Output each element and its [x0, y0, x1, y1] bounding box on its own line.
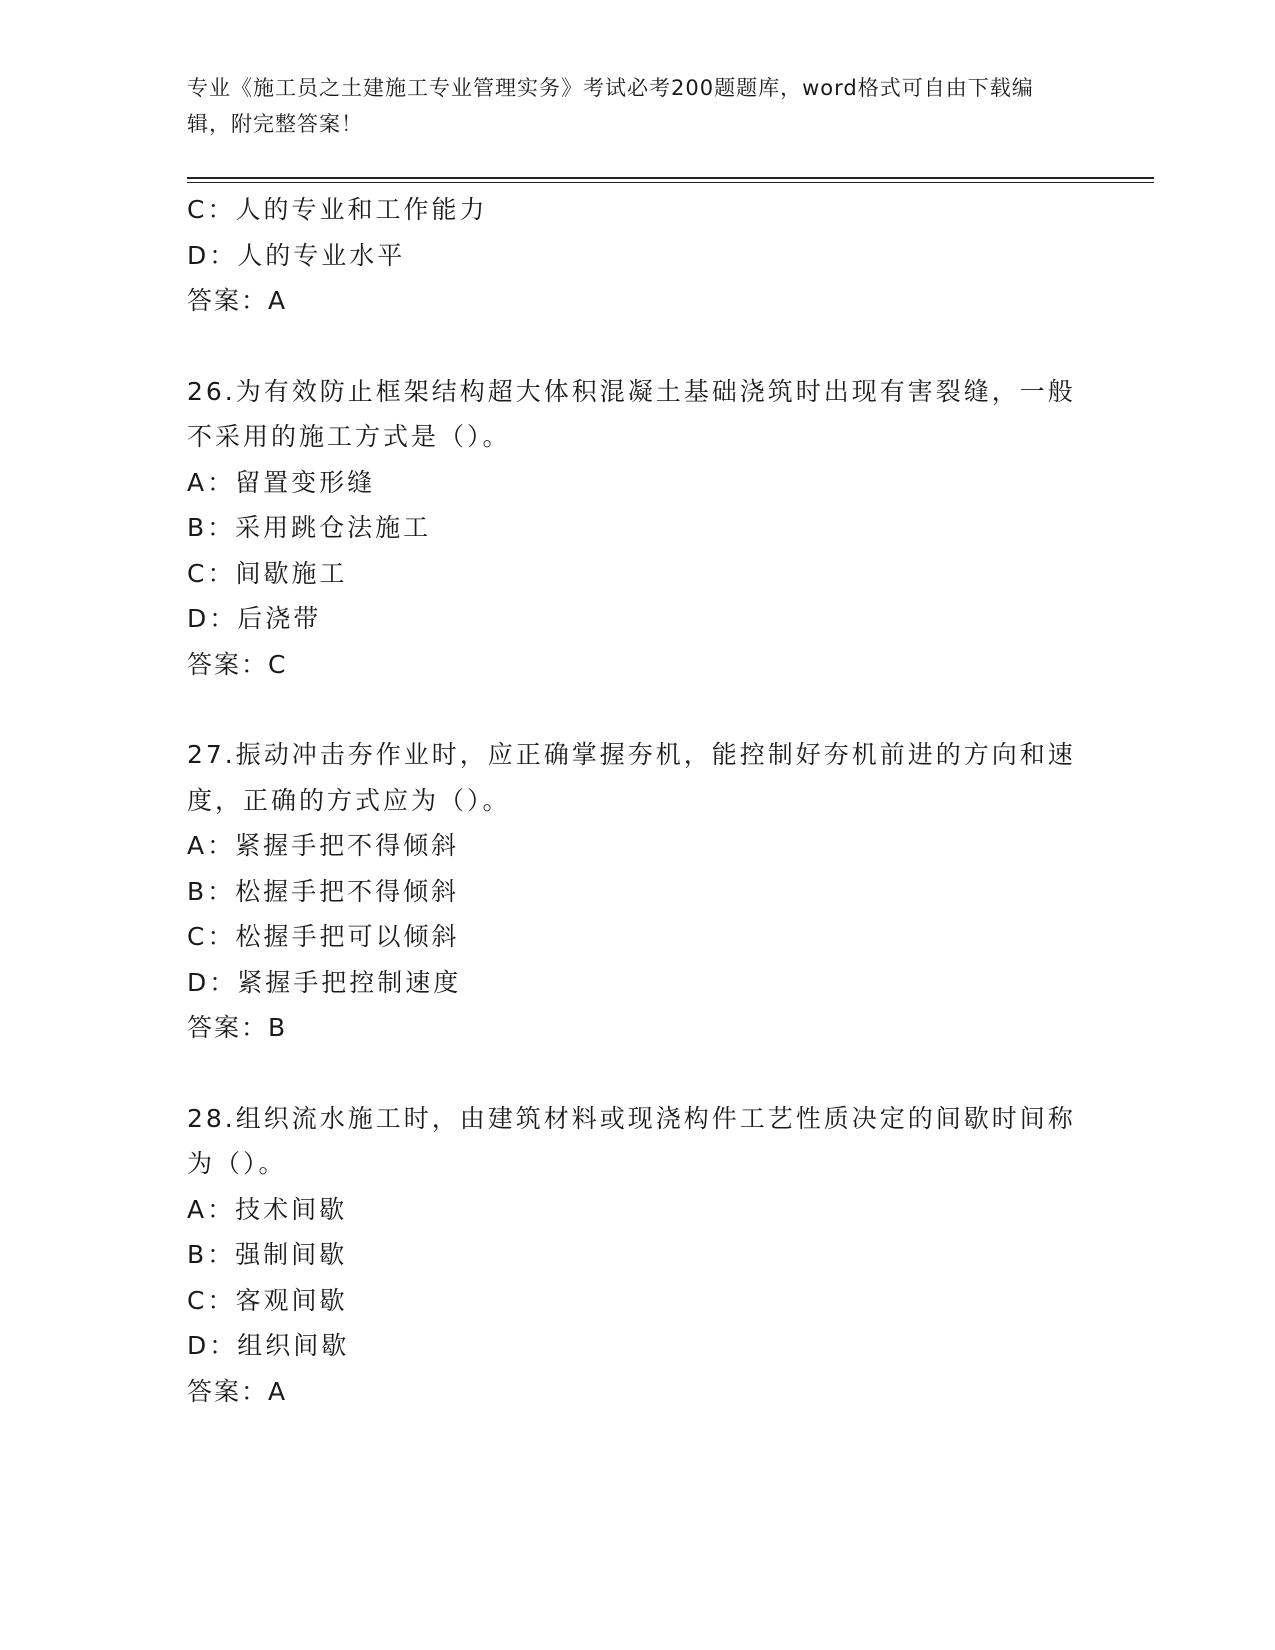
answer-line: 答案：B	[187, 1013, 288, 1042]
header-rule-thick	[187, 177, 1154, 179]
question-stem: 26.为有效防止框架结构超大体积混凝土基础浇筑时出现有害裂缝，一般不采用的施工方式是（）。	[187, 376, 1076, 451]
question-27	[187, 732, 1087, 1051]
answer-line: 答案：C	[187, 649, 288, 679]
option-b: B：采用跳仓法施工	[187, 513, 432, 542]
question-26	[187, 369, 1087, 688]
previous-question-tail	[187, 187, 1087, 324]
option-a: A：留置变形缝	[187, 467, 376, 497]
option-c: C：间歇施工	[187, 558, 348, 588]
option-c: C：松握手把可以倾斜	[187, 922, 460, 951]
question-stem: 28.组织流水施工时，由建筑材料或现浇构件工艺性质决定的间歇时间称为（）。	[187, 1103, 1076, 1178]
option-d: D：组织间歇	[187, 1331, 350, 1360]
question-list	[187, 187, 1087, 1414]
option-d: D：后浇带	[187, 604, 322, 633]
question-28	[187, 1096, 1087, 1415]
option-b: B：强制间歇	[187, 1240, 348, 1269]
option-c: C：客观间歇	[187, 1285, 348, 1315]
document-header: 专业《施工员之土建施工专业管理实务》考试必考200题题库，word格式可自由下载编辑，附完整答案！	[187, 76, 1034, 136]
option-c: C：人的专业和工作能力	[187, 195, 488, 224]
answer-line: 答案：A	[187, 286, 288, 315]
option-b: B：松握手把不得倾斜	[187, 876, 460, 906]
option-a: A：技术间歇	[187, 1194, 348, 1224]
option-a: A：紧握手把不得倾斜	[187, 831, 460, 860]
answer-line: 答案：A	[187, 1376, 288, 1406]
option-d: D：人的专业水平	[187, 240, 406, 270]
option-d: D：紧握手把控制速度	[187, 967, 462, 997]
question-stem: 27.振动冲击夯作业时，应正确掌握夯机，能控制好夯机前进的方向和速度，正确的方式应为（）。	[187, 740, 1076, 815]
header-rule-thin	[187, 182, 1154, 183]
